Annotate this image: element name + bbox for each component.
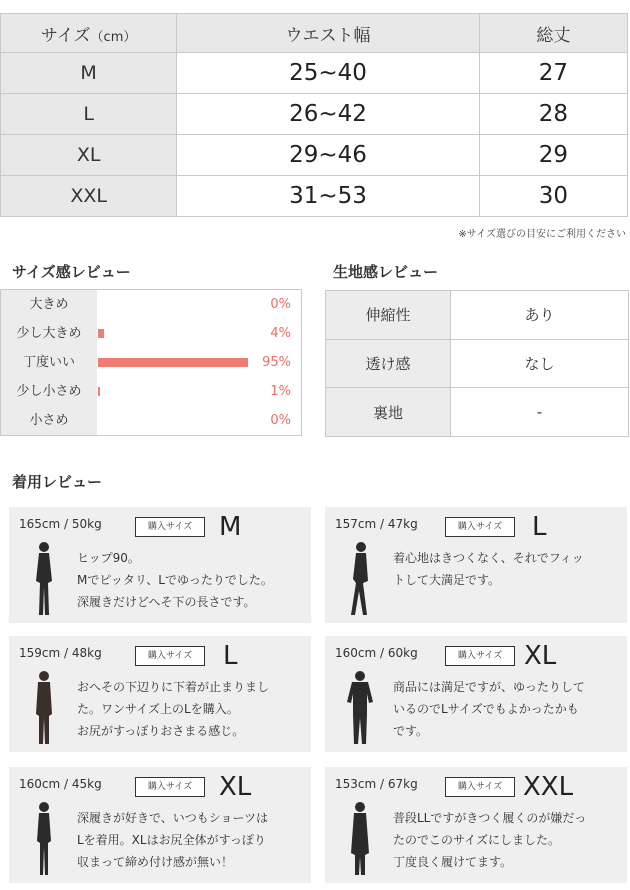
fit-bar — [98, 329, 104, 338]
fit-row-large — [1, 290, 301, 319]
review-line: 深履きだけどへそ下の長さです。 — [77, 595, 256, 609]
header-length: 総丈 — [479, 14, 627, 53]
woman-silhouette-icon — [27, 670, 61, 746]
review-text — [77, 547, 307, 613]
wear-review-card — [9, 767, 311, 883]
review-line: Mでピッタリ、Lでゆったりでした。 — [77, 573, 273, 587]
review-line: た。ワンサイズ上のLを購入。 — [77, 702, 239, 716]
wear-review-card — [325, 636, 627, 752]
fit-label: 丁度いい — [1, 348, 97, 377]
fit-track — [97, 290, 301, 319]
fabric-key: 透け感 — [326, 339, 451, 388]
review-line: たのでこのサイズにしました。 — [393, 833, 561, 847]
woman-silhouette-icon — [343, 541, 377, 617]
review-text — [77, 807, 307, 873]
length-cell: 28 — [479, 94, 627, 135]
waist-cell: 29~46 — [177, 135, 479, 176]
body-stats: 159cm / 48kg — [19, 646, 102, 660]
wear-review-card — [9, 636, 311, 752]
waist-cell: 26~42 — [177, 94, 479, 135]
fabric-value: - — [451, 388, 629, 437]
review-text — [393, 676, 623, 742]
purchase-size-badge: 購入サイズ — [445, 777, 515, 797]
fit-row-small — [1, 406, 301, 435]
purchase-size-badge: 購入サイズ — [135, 517, 205, 537]
body-stats: 153cm / 67kg — [335, 777, 418, 791]
fit-percent: 95% — [262, 355, 291, 370]
fit-percent: 0% — [270, 297, 291, 312]
review-line: 着心地はきつくなく、それでフィッ — [393, 551, 584, 565]
fabric-key: 裏地 — [326, 388, 451, 437]
fit-label: 小さめ — [1, 406, 97, 435]
waist-cell: 31~53 — [177, 176, 479, 217]
purchased-size: L — [532, 512, 547, 542]
fit-row-just-right — [1, 348, 301, 377]
fabric-review-table — [325, 290, 629, 437]
fit-track — [97, 406, 301, 435]
review-line: トして大満足です。 — [393, 573, 501, 587]
fit-track — [97, 319, 301, 348]
purchase-size-badge: 購入サイズ — [445, 646, 515, 666]
length-cell: 30 — [479, 176, 627, 217]
review-text — [77, 676, 307, 742]
review-line: 収まって締め付け感が無い！ — [77, 855, 234, 869]
header-waist: ウエスト幅 — [177, 14, 479, 53]
review-line: Lを着用。XLはお尻全体がすっぽり — [77, 833, 266, 847]
size-table-header — [1, 14, 628, 53]
fit-review-chart — [0, 289, 302, 436]
size-cell: L — [1, 94, 177, 135]
woman-silhouette-icon — [343, 670, 377, 746]
fit-label: 大きめ — [1, 290, 97, 319]
woman-silhouette-icon — [27, 801, 61, 877]
review-line: おへその下辺りに下着が止まりまし — [77, 680, 270, 694]
purchase-size-badge: 購入サイズ — [135, 777, 205, 797]
table-row — [326, 291, 629, 340]
review-line: お尻がすっぽりおさまる感じ。 — [77, 724, 245, 738]
purchase-size-badge: 購入サイズ — [445, 517, 515, 537]
review-line: いるのでLサイズでもよかったかも — [393, 702, 579, 716]
waist-cell: 25~40 — [177, 53, 479, 94]
fit-review-title: サイズ感レビュー — [12, 263, 131, 281]
purchase-size-badge: 購入サイズ — [135, 646, 205, 666]
review-line: 深履きが好きで、いつもショーツは — [77, 811, 269, 825]
fit-bar — [98, 387, 100, 396]
review-text — [393, 547, 623, 591]
purchased-size: M — [219, 512, 242, 542]
length-cell: 27 — [479, 53, 627, 94]
body-stats: 165cm / 50kg — [19, 517, 102, 531]
review-text — [393, 807, 623, 873]
header-size-label: サイズ — [40, 25, 91, 46]
fit-track — [97, 348, 301, 377]
woman-silhouette-icon — [343, 801, 377, 877]
size-cell: XXL — [1, 176, 177, 217]
size-guide-note: ※サイズ選びの目安にご利用ください — [458, 229, 626, 240]
table-row — [1, 94, 628, 135]
wear-review-card — [325, 767, 627, 883]
body-stats: 160cm / 45kg — [19, 777, 102, 791]
body-stats: 160cm / 60kg — [335, 646, 418, 660]
table-row — [326, 339, 629, 388]
size-cell: M — [1, 53, 177, 94]
fit-label: 少し大きめ — [1, 319, 97, 348]
table-row — [326, 388, 629, 437]
header-size — [1, 14, 177, 53]
fit-label: 少し小さめ — [1, 377, 97, 406]
table-row — [1, 53, 628, 94]
header-unit-label: （cm） — [90, 29, 137, 45]
fabric-key: 伸縮性 — [326, 291, 451, 340]
fabric-value: なし — [451, 339, 629, 388]
table-row — [1, 135, 628, 176]
fit-track — [97, 377, 301, 406]
review-line: 丁度良く履けてます。 — [393, 855, 513, 869]
fabric-review-title: 生地感レビュー — [333, 263, 439, 281]
review-line: です。 — [393, 724, 429, 738]
fit-percent: 4% — [270, 326, 291, 341]
purchased-size: XL — [219, 772, 252, 802]
size-cell: XL — [1, 135, 177, 176]
review-line: ヒップ90。 — [77, 551, 140, 565]
fit-percent: 1% — [270, 384, 291, 399]
fabric-value: あり — [451, 291, 629, 340]
wear-review-card — [9, 507, 311, 623]
woman-silhouette-icon — [27, 541, 61, 617]
wear-review-title: 着用レビュー — [12, 473, 103, 491]
purchased-size: XXL — [523, 772, 574, 802]
fit-row-slightly-large — [1, 319, 301, 348]
size-table — [0, 13, 628, 217]
purchased-size: L — [223, 641, 238, 671]
fit-bar — [98, 358, 248, 367]
purchased-size: XL — [524, 641, 557, 671]
review-line: 商品には満足ですが、ゆったりして — [393, 680, 585, 694]
fit-row-slightly-small — [1, 377, 301, 406]
body-stats: 157cm / 47kg — [335, 517, 418, 531]
fit-percent: 0% — [270, 413, 291, 428]
review-line: 普段LLですがきつく履くのが嫌だっ — [393, 811, 587, 825]
wear-review-card — [325, 507, 627, 623]
table-row — [1, 176, 628, 217]
length-cell: 29 — [479, 135, 627, 176]
